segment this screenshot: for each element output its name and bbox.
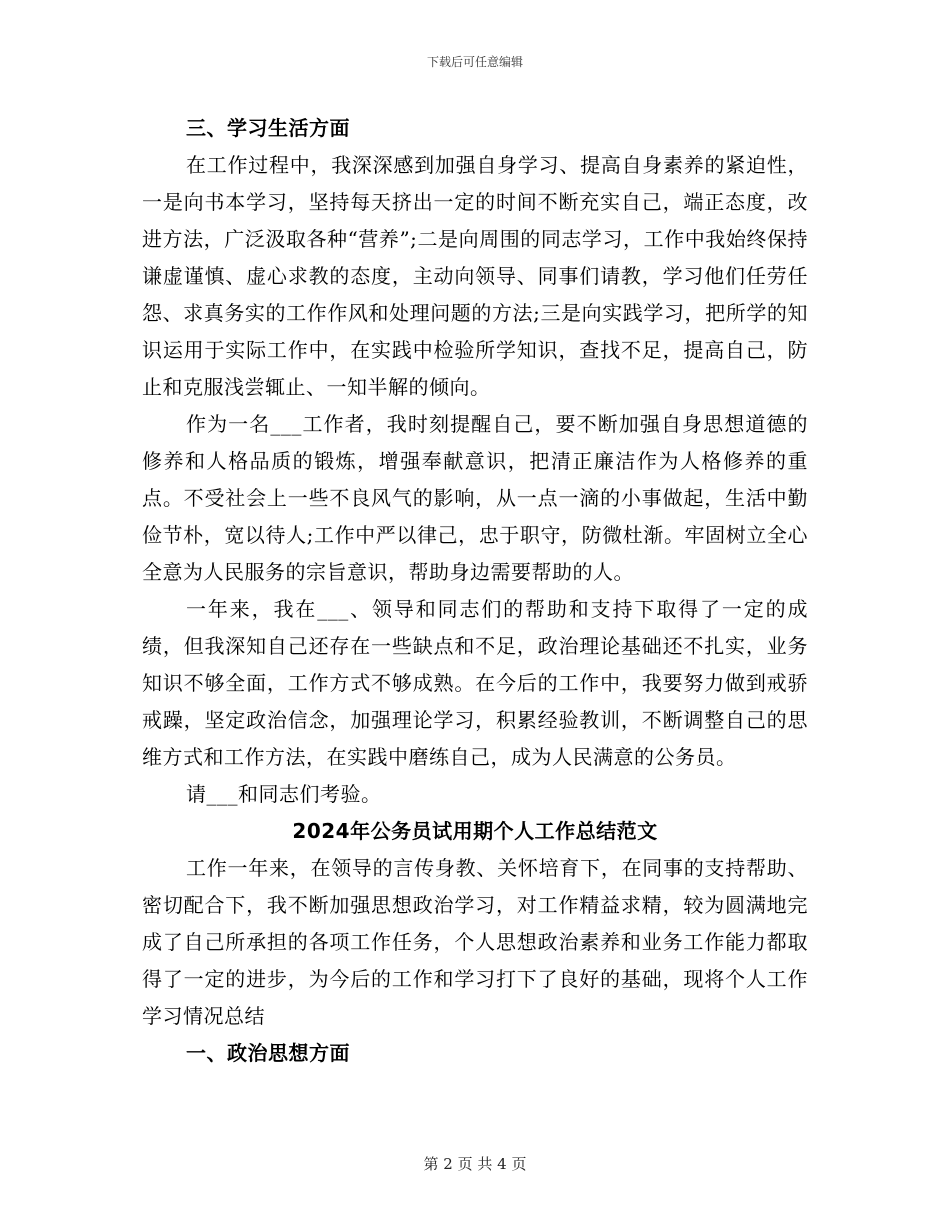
paragraph-closing: 请___和同志们考验。 [186, 782, 382, 806]
paragraph-shortcomings: 一年来，我在___、领导和同志们的帮助和支持下取得了一定的成绩，但我深知自己还存在一些缺点和不足，政治理论基础还不扎实，业务知识不够全面，工作方式不够成熟。在今后的工作中，我要努力做到戒骄戒躁，坚定政治信念，加强理论学习，积累经验教训，不断调整自己的思维方式和工作方法，在实践中磨练自己，成为人民满意的公务员。 [142, 597, 808, 769]
section-heading-political: 一、政治思想方面 [186, 1041, 350, 1065]
paragraph-intro: 工作一年来，在领导的言传身教、关怀培育下，在同事的支持帮助、密切配合下，我不断加强思想政治学习，对工作精益求精，较为圆满地完成了自己所承担的各项工作任务，个人思想政治素养和业务工作能力都取得了一定的进步，为今后的工作和学习打下了良好的基础，现将个人工作学习情况总结 [142, 856, 808, 1028]
header-note: 下载后可任意编辑 [426, 55, 523, 69]
page-number: 第 2 页 共 4 页 [423, 1155, 527, 1173]
paragraph-self-discipline: 作为一名___工作者，我时刻提醒自己，要不断加强自身思想道德的修养和人格品质的锻炼，增强奉献意识，把清正廉洁作为人格修养的重点。不受社会上一些不良风气的影响，从一点一滴的小事做起，生活中勤俭节朴，宽以待人;工作中严以律己，忠于职守，防微杜渐。牢固树立全心全意为人民服务的宗旨意识，帮助身边需要帮助的人。 [142, 412, 808, 584]
document-body [142, 110, 808, 1072]
section-heading-study-life: 三、学习生活方面 [186, 116, 350, 140]
document-title: 2024年公务员试用期个人工作总结范文 [292, 819, 658, 843]
paragraph-study: 在工作过程中，我深深感到加强自身学习、提高自身素养的紧迫性，一是向书本学习，坚持每天挤出一定的时间不断充实自己，端正态度，改进方法，广泛汲取各种“营养”;二是向周围的同志学习，工作中我始终保持谦虚谨慎、虚心求教的态度，主动向领导、同事们请教，学习他们任劳任怨、求真务实的工作作风和处理问题的方法;三是向实践学习，把所学的知识运用于实际工作中，在实践中检验所学知识，查找不足，提高自己，防止和克服浅尝辄止、一知半解的倾向。 [142, 153, 808, 399]
